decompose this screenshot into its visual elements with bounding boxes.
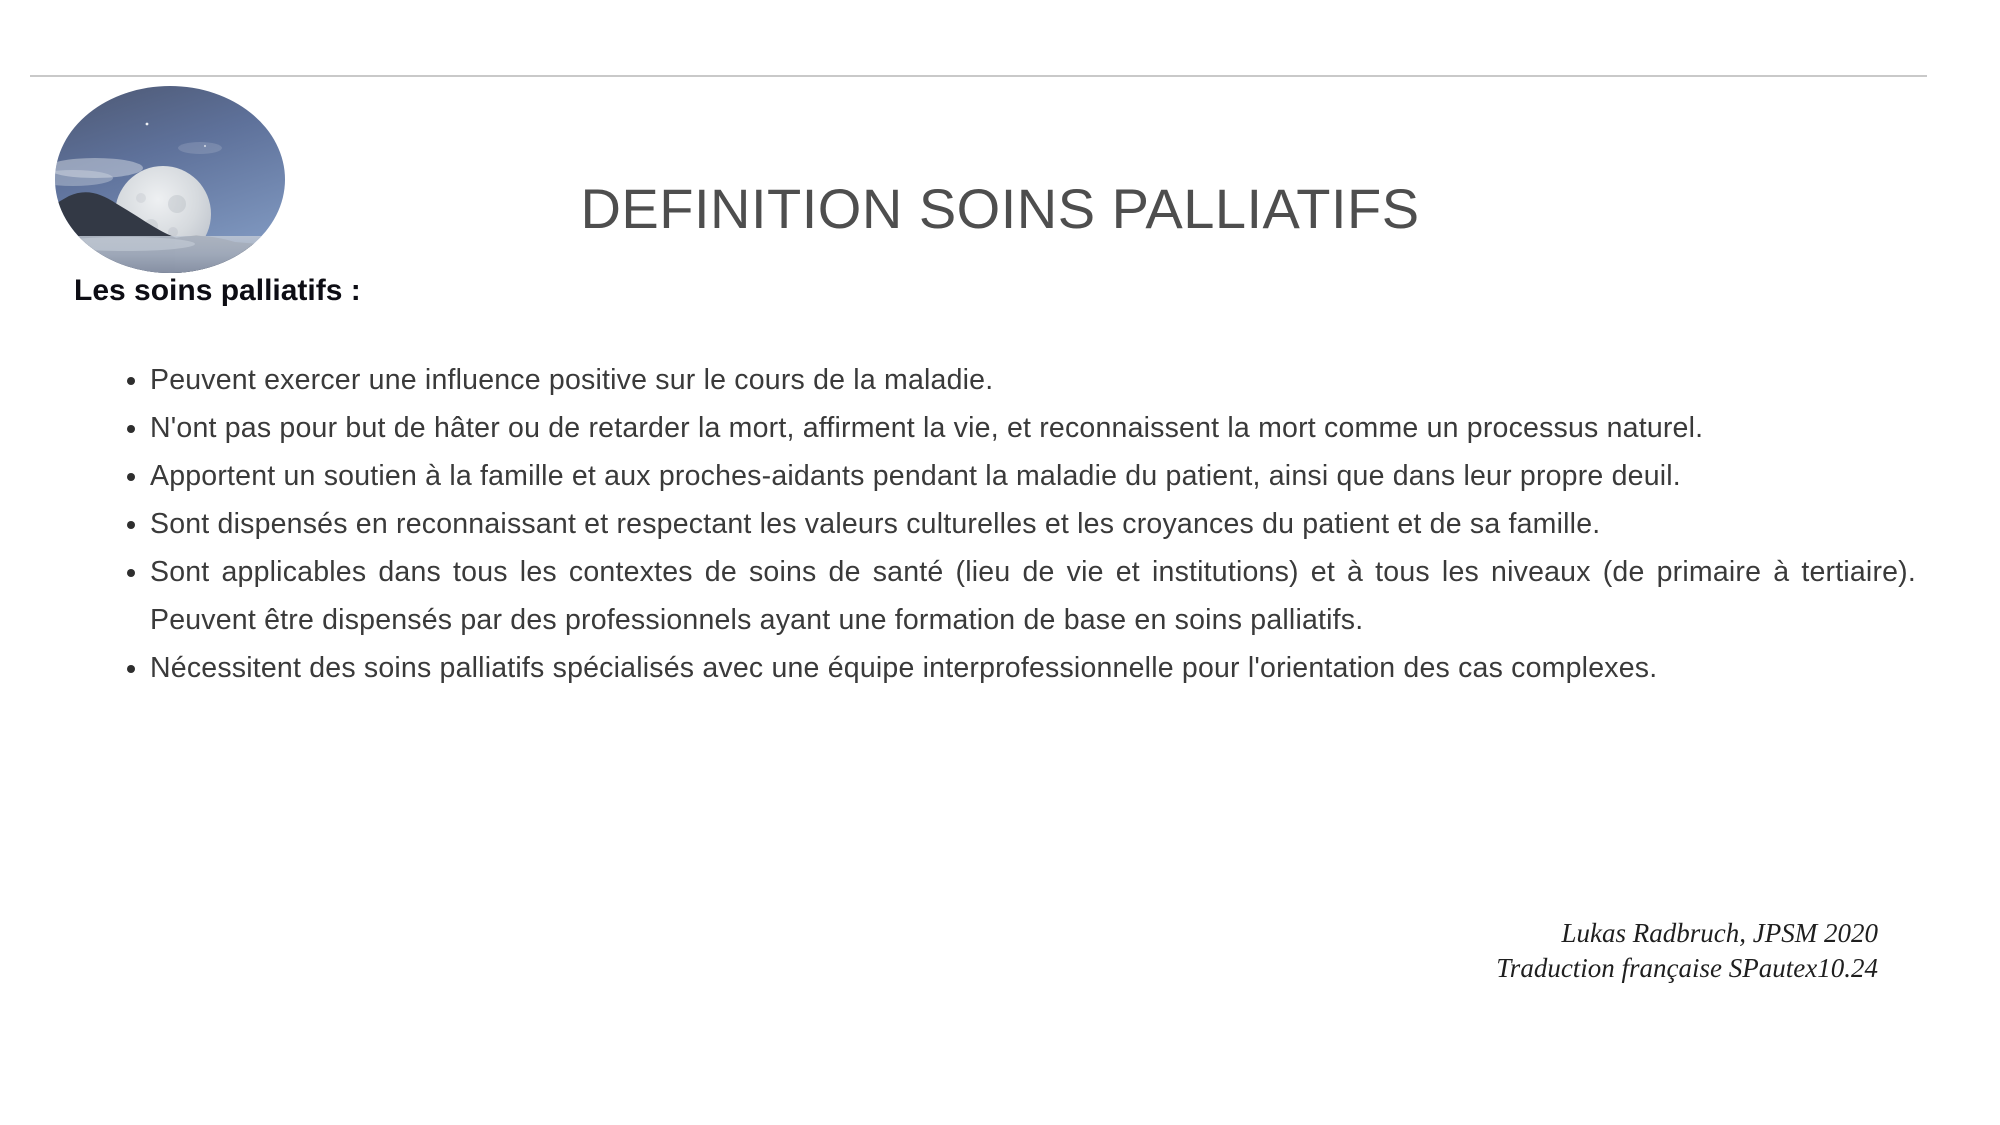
attribution: [1496, 916, 1878, 986]
bullet-item: • Peuvent exercer une influence positive sur le cours de la maladie.: [150, 356, 1916, 404]
bullet-item: • Apportent un soutien à la famille et aux proches-aidants pendant la maladie du patient, ainsi que dans leur propre deuil.: [150, 452, 1916, 500]
bullet-item: • Nécessitent des soins palliatifs spécialisés avec une équipe interprofessionnelle pour l'orientation des cas complexes.: [150, 644, 1916, 692]
bullet-list: [110, 356, 1916, 692]
attribution-translation: Traduction française SPautex10.24: [1496, 953, 1878, 983]
top-divider-line: [30, 75, 1927, 77]
page-title: DEFINITION SOINS PALLIATIFS: [580, 177, 1420, 240]
bullet-item: • Sont applicables dans tous les contextes de soins de santé (lieu de vie et institutions) et à tous les niveaux (de primaire à tertiaire). Peuvent être dispensés par des professionnels ayant une formation de base en soins palliatifs.: [150, 548, 1916, 644]
bullet-item: • Sont dispensés en reconnaissant et respectant les valeurs culturelles et les croyances du patient et de sa famille.: [150, 500, 1916, 548]
bullet-item: • N'ont pas pour but de hâter ou de retarder la mort, affirment la vie, et reconnaissent la mort comme un processus naturel.: [150, 404, 1916, 452]
lead-heading: Les soins palliatifs :: [74, 274, 361, 307]
attribution-author: Lukas Radbruch, JPSM 2020: [1561, 918, 1878, 948]
